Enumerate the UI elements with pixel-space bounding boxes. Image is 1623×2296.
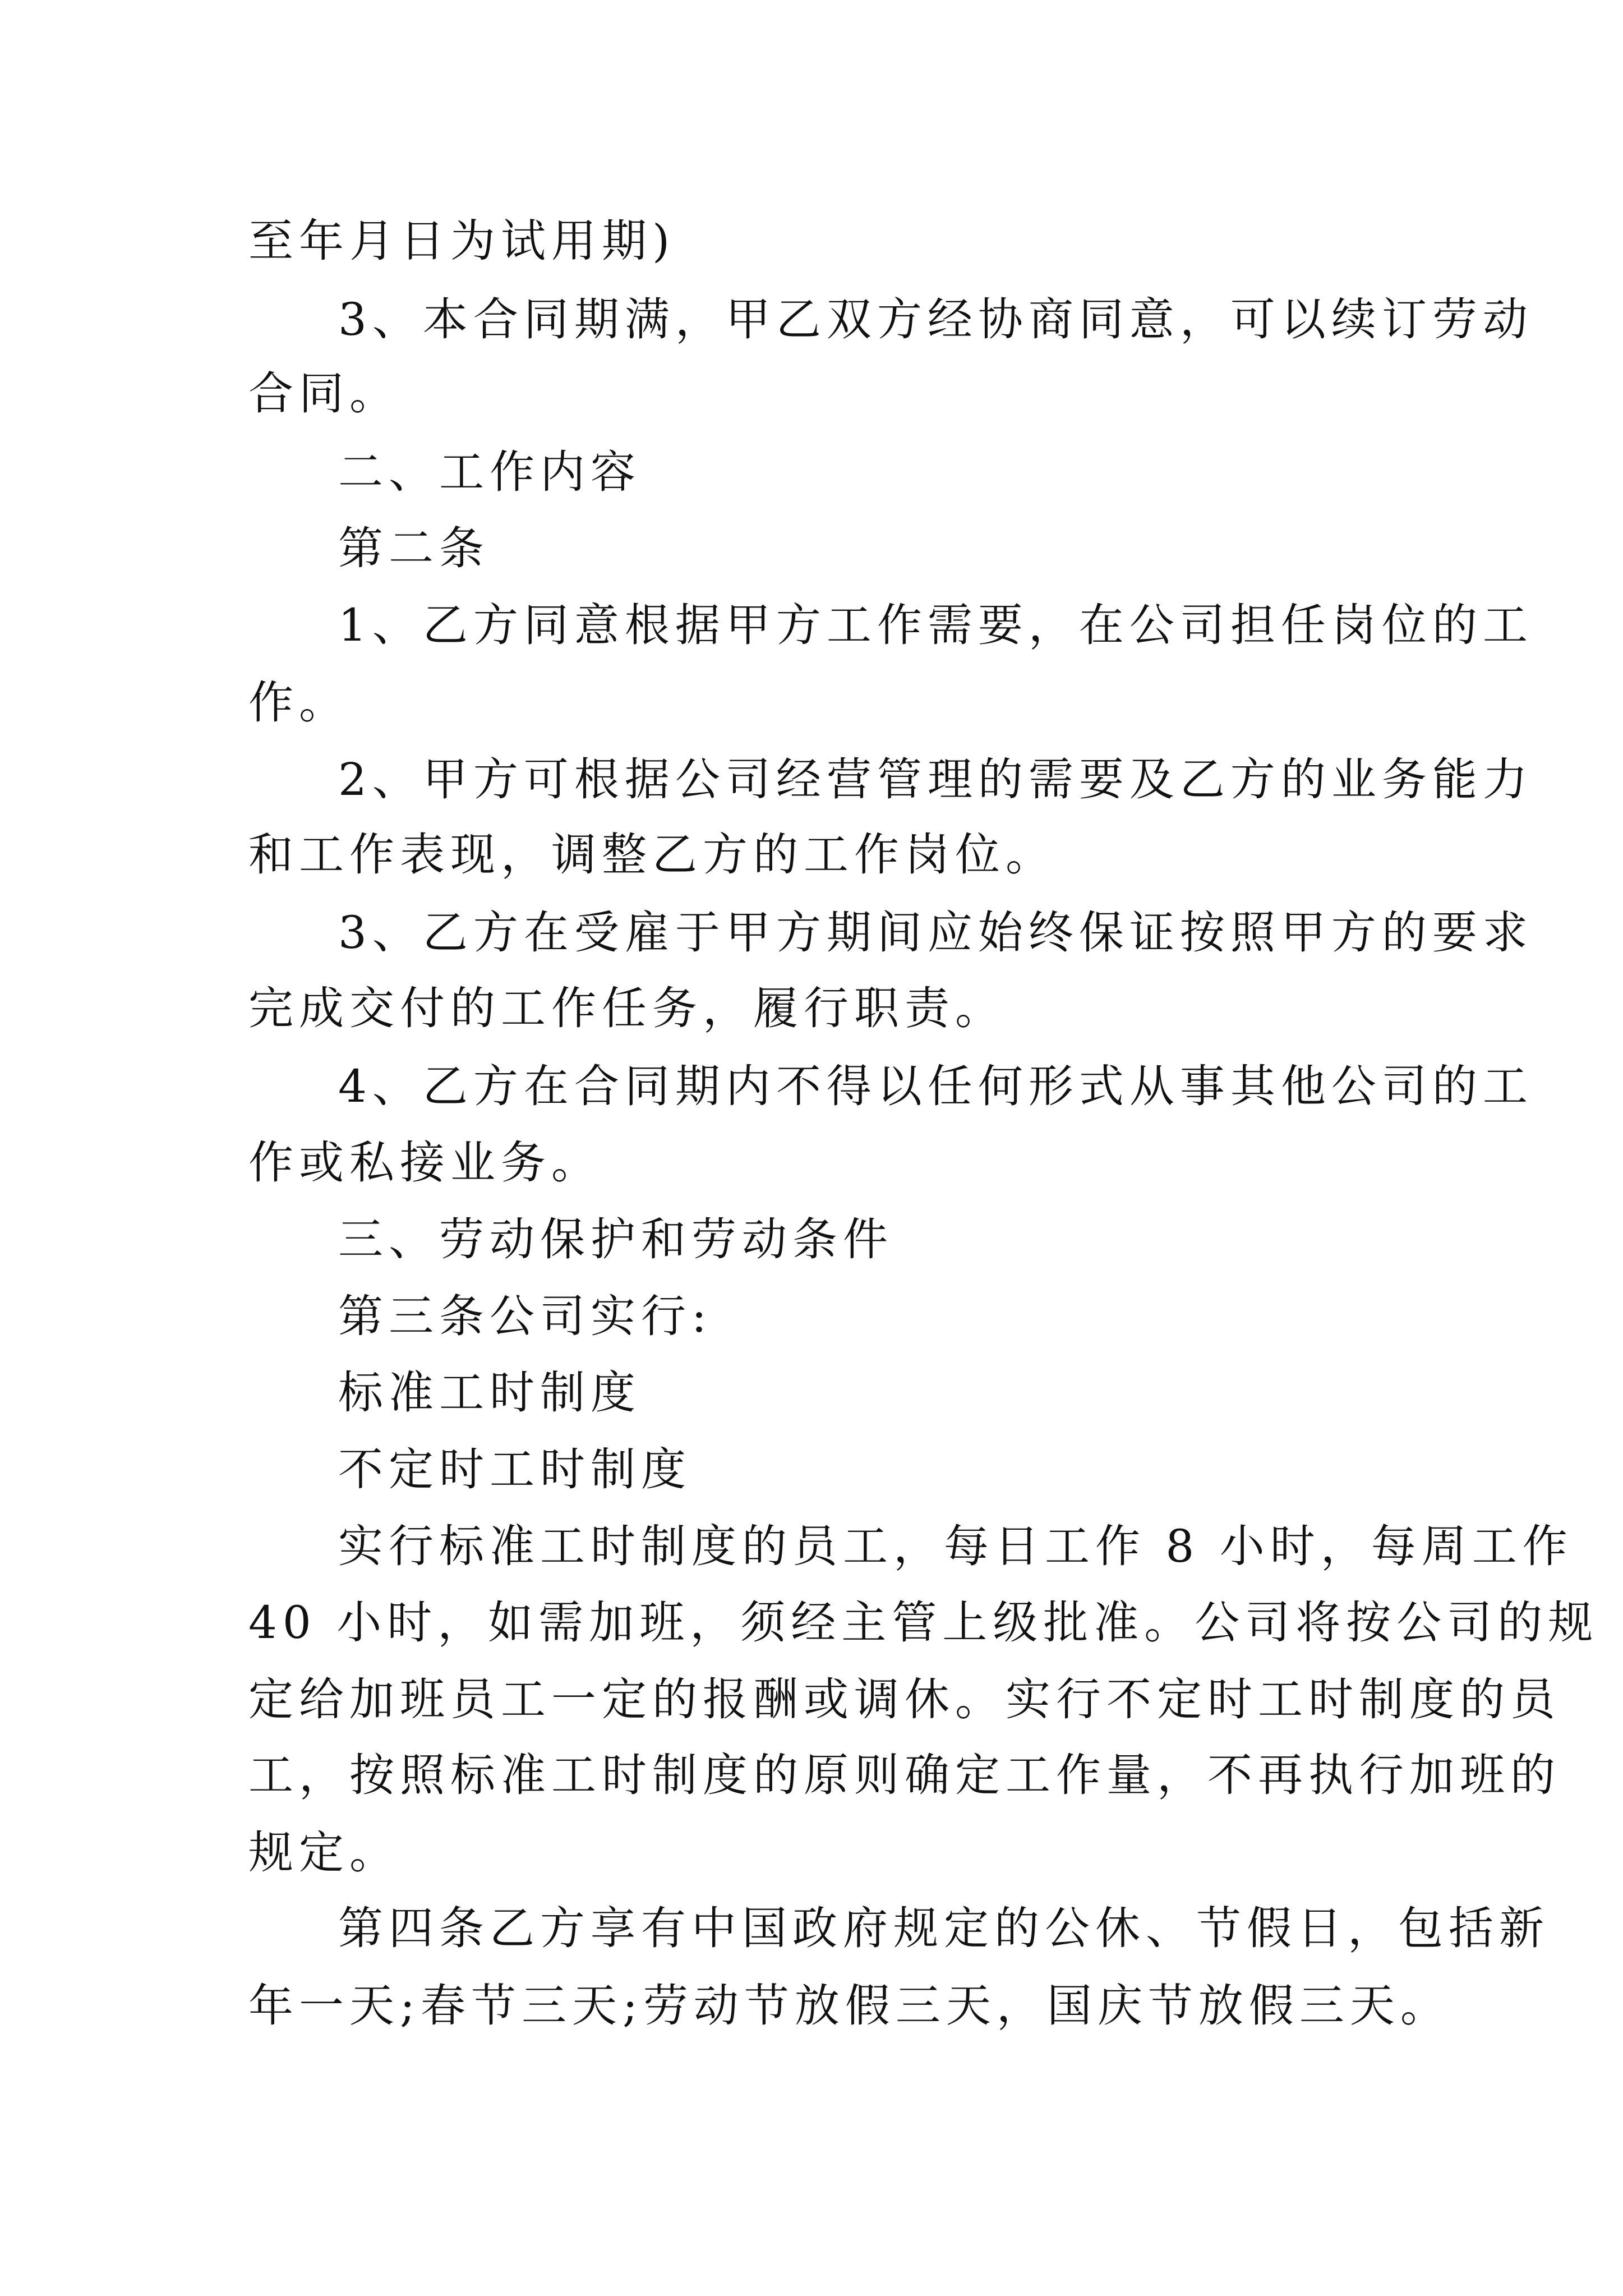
article-heading: 第二条: [338, 522, 490, 574]
paragraph-line: 工，按照标准工时制度的原则确定工作量，不再执行加班的: [248, 1749, 1561, 1801]
paragraph-line: 第四条乙方享有中国政府规定的公休、节假日，包括新: [338, 1902, 1550, 1954]
paragraph-line: 实行标准工时制度的员工，每日工作 8 小时，每周工作: [338, 1520, 1573, 1572]
paragraph-line: 作。: [248, 677, 349, 729]
paragraph-line: 4、乙方在合同期内不得以任何形式从事其他公司的工: [338, 1060, 1533, 1112]
paragraph-line: 3、乙方在受雇于甲方期间应始终保证按照甲方的要求: [338, 907, 1533, 959]
section-heading: 三、劳动保护和劳动条件: [338, 1213, 893, 1266]
list-item: 标准工时制度: [338, 1366, 641, 1419]
section-heading: 二、工作内容: [338, 446, 641, 498]
list-item: 不定时工时制度: [338, 1443, 691, 1496]
paragraph-line: 年一天;春节三天;劳动节放假三天，国庆节放假三天。: [248, 1980, 1451, 2032]
paragraph-line: 至年月日为试用期): [248, 215, 676, 267]
paragraph-line: 完成交付的工作任务，履行职责。: [248, 982, 1006, 1034]
paragraph-line: 规定。: [248, 1826, 400, 1879]
paragraph-line: 40 小时，如需加班，须经主管上级批准。公司将按公司的规: [248, 1596, 1599, 1649]
paragraph-line: 1、乙方同意根据甲方工作需要，在公司担任岗位的工: [338, 599, 1533, 651]
paragraph-line: 定给加班员工一定的报酬或调休。实行不定时工时制度的员: [248, 1673, 1561, 1726]
paragraph-line: 合同。: [248, 367, 400, 420]
paragraph-line: 3、本合同期满，甲乙双方经协商同意，可以续订劳动: [338, 293, 1533, 346]
article-heading: 第三条公司实行:: [338, 1290, 712, 1342]
paragraph-line: 作或私接业务。: [248, 1137, 602, 1189]
paragraph-line: 2、甲方可根据公司经营管理的需要及乙方的业务能力: [338, 753, 1533, 806]
paragraph-line: 和工作表现，调整乙方的工作岗位。: [248, 829, 1056, 881]
